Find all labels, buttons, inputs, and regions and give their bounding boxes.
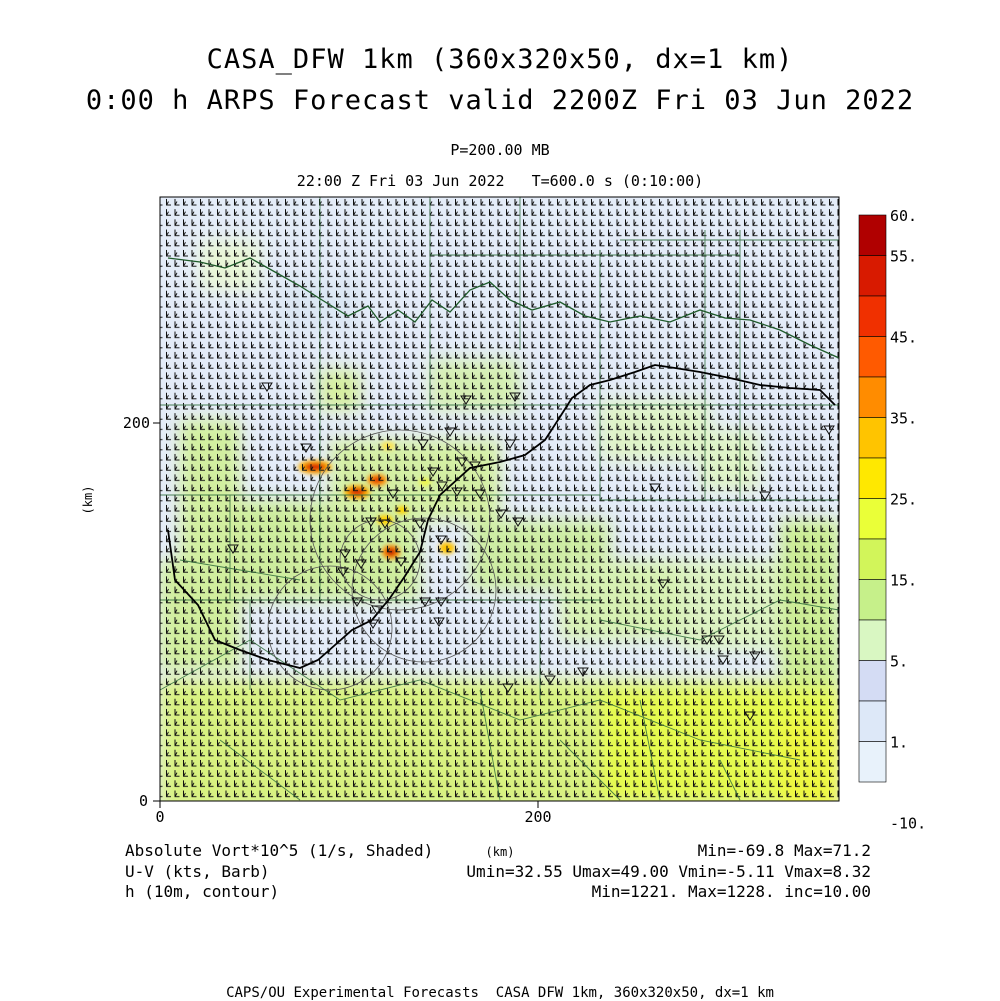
legend-field-height: h (10m, contour) — [125, 882, 280, 901]
legend-field-vorticity: Absolute Vort*10^5 (1/s, Shaded) — [125, 841, 434, 860]
y-tick-label: 0 — [138, 792, 148, 810]
colorbar-label: 35. — [890, 409, 918, 428]
colorbar-swatch — [859, 458, 886, 499]
colorbar-label: 45. — [890, 328, 918, 347]
valid-time-label: 22:00 Z Fri 03 Jun 2022 T=600.0 s (0:10:00) — [296, 172, 704, 190]
y-axis-unit: (km) — [81, 485, 95, 515]
plot-title: CASA_DFW 1km (360x320x50, dx=1 km) — [206, 44, 794, 75]
colorbar-label: 55. — [890, 247, 918, 266]
colorbar-swatch — [859, 296, 886, 337]
colorbar-swatch — [859, 661, 886, 702]
colorbar-swatch — [859, 620, 886, 661]
colorbar-swatch — [859, 539, 886, 580]
colorbar-swatch — [859, 701, 886, 742]
colorbar-label: -10. — [890, 814, 927, 833]
colorbar-swatch — [859, 215, 886, 256]
legend-stats-wind: Umin=32.55 Umax=49.00 Vmin=-5.11 Vmax=8.32 — [466, 862, 871, 881]
colorbar-swatch — [859, 418, 886, 459]
colorbar-swatch — [859, 742, 886, 783]
legend-stats-vorticity: Min=-69.8 Max=71.2 — [697, 841, 871, 860]
colorbar-label: 15. — [890, 571, 918, 590]
pressure-level-label: P=200.00 MB — [450, 141, 550, 159]
colorbar-swatch — [859, 499, 886, 540]
x-tick-label: 0 — [155, 808, 165, 826]
colorbar-swatch — [859, 337, 886, 378]
x-tick-label: 200 — [524, 808, 552, 826]
legend-stats-height: Min=1221. Max=1228. inc=10.00 — [591, 882, 871, 901]
colorbar-swatch — [859, 377, 886, 418]
colorbar-label: 5. — [890, 652, 909, 671]
legend-field-wind: U-V (kts, Barb) — [125, 862, 270, 881]
footer-credit: CAPS/OU Experimental Forecasts CASA DFW 1km, 360x320x50, dx=1 km — [226, 985, 774, 1001]
x-axis-unit: (km) — [485, 845, 515, 859]
colorbar-swatch — [859, 580, 886, 621]
colorbar-label: 1. — [890, 733, 909, 752]
y-tick-label: 200 — [122, 414, 150, 432]
colorbar-label: 25. — [890, 490, 918, 509]
plot-subtitle: 0:00 h ARPS Forecast valid 2200Z Fri 03 Jun 2022 — [85, 85, 915, 116]
colorbar-swatch — [859, 256, 886, 297]
colorbar-labels — [890, 207, 926, 833]
colorbar — [859, 215, 886, 782]
vorticity-shading — [157, 197, 840, 810]
colorbar-label: 60. — [890, 207, 918, 225]
